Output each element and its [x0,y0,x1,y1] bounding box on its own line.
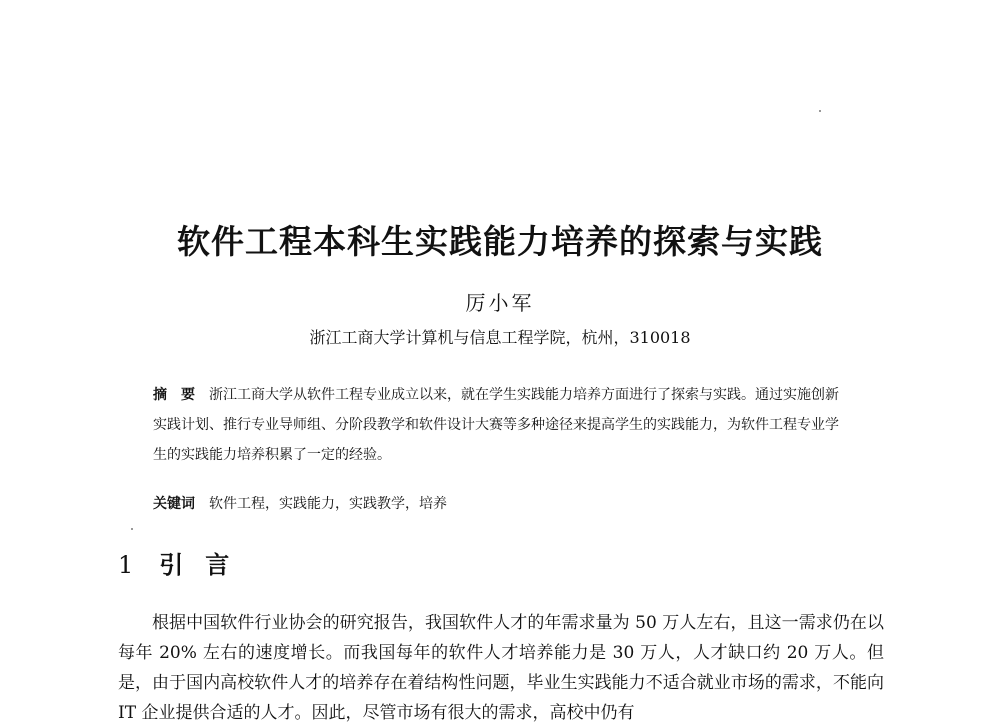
section-title: 引言 [159,551,252,579]
paper-title: 软件工程本科生实践能力培养的探索与实践 [177,222,823,261]
keywords [153,493,847,513]
author-affiliation: 浙江工商大学计算机与信息工程学院，杭州，310018 [309,328,691,347]
scan-speck [131,528,133,530]
keywords-label: 关键词 [153,496,195,512]
abstract [153,380,847,470]
scan-speck [819,110,821,112]
abstract-label: 摘 要 [153,387,195,403]
abstract-text: 浙江工商大学从软件工程专业成立以来，就在学生实践能力培养方面进行了探索与实践。通过实施创新实践计划、推行专业导师组、分阶段教学和软件设计大赛等多种途径来提高学生的实践能力，为软件工程专业学生的实践能力培养积累了一定的经验。 [153,387,839,463]
section-heading [118,545,251,580]
author-name: 厉小军 [465,291,535,315]
section-body-paragraph: 根据中国软件行业协会的研究报告，我国软件人才的年需求量为 50 万人左右，且这一需求仍在以每年 20% 左右的速度增长。而我国每年的软件人才培养能力是 30 万人，人才缺口约 20 万人。但是，由于国内高校软件人才的培养存在着结构性问题，毕业生实践能力不适合就业市场的需求，不能向 IT 企业提供合适的人才。因此，尽管市场有很大的需求，高校中仍有 [118,613,884,723]
keywords-text: 软件工程，实践能力，实践教学，培养 [209,496,447,512]
section-number: 1 [118,551,134,579]
